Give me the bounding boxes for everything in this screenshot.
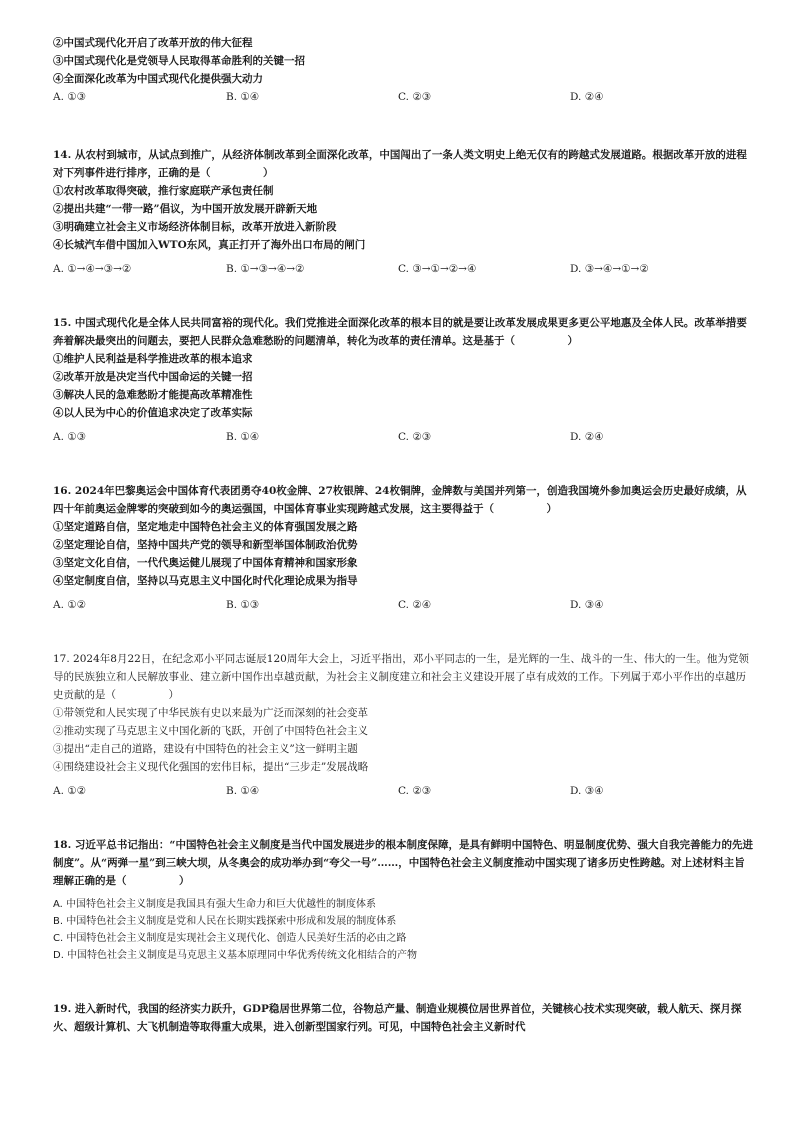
q18-stem: 18. 习近平总书记指出：“中国特色社会主义制度是当代中国发展进步的根本制度保障，是具有鲜明中国特色、明显制度优势、强大自我完善能力的先进制度”。从“两弹一星”到三峡大坝，从冬奥会的成功举办到“夸父一号”……，中国特色社会主义制度推动中国实现了诸多历史性跨越。对上述材料主旨理解正确的是（ ） (53, 839, 753, 887)
q15-item-2: ②改革开放是决定当代中国命运的关键一招 (53, 371, 253, 383)
q14-stem: 14. 从农村到城市，从试点到推广，从经济体制改革到全面深化改革，中国闯出了一条人类文明史上绝无仅有的跨越式发展道路。根据改革开放的进程对下列事件进行排序，正确的是（ ） (53, 149, 747, 179)
q16-stem: 16. 2024年巴黎奥运会中国体育代表团勇夺40枚金牌、27枚银牌、24枚铜牌，金牌数与美国并列第一，创造我国境外参加奥运会历史最好成绩，从四十年前奥运金牌零的突破到如今的奥运强国，中国体育事业实现跨越式发展，这主要得益于（ ） (53, 485, 747, 515)
question-15 (53, 314, 753, 446)
q14-item-2: ②提出共建“一带一路”倡议，为中国开放发展开辟新天地 (53, 203, 318, 215)
q16-options (53, 596, 753, 614)
q17-option-d[interactable]: D. ③④ (570, 785, 604, 797)
q15-option-d[interactable]: D. ②④ (570, 431, 604, 443)
q16-option-b[interactable]: B. ①③ (226, 599, 260, 611)
q15-option-c[interactable]: C. ②③ (398, 431, 432, 443)
q13-item-3: ③中国式现代化是党领导人民取得革命胜利的关键一招 (53, 55, 305, 67)
question-14 (53, 146, 753, 278)
q14-option-d[interactable]: D. ③→④→①→② (570, 263, 649, 275)
q13-item-2: ②中国式现代化开启了改革开放的伟大征程 (53, 37, 253, 49)
q18-option-a[interactable]: A. 中国特色社会主义制度是我国具有强大生命力和巨大优越性的制度体系 (53, 899, 377, 910)
q15-option-a[interactable]: A. ①③ (53, 431, 87, 443)
q16-item-3: ③坚定文化自信，一代代奥运健儿展现了中国体育精神和国家形象 (53, 557, 358, 569)
q13-option-b[interactable]: B. ①④ (226, 91, 260, 103)
q17-item-1: ①带领党和人民实现了中华民族有史以来最为广泛而深刻的社会变革 (53, 707, 368, 719)
question-18 (53, 836, 753, 964)
q14-option-a[interactable]: A. ①→④→③→② (53, 263, 132, 275)
q15-option-b[interactable]: B. ①④ (226, 431, 260, 443)
q17-item-4: ④围绕建设社会主义现代化强国的宏伟目标，提出“三步走”发展战略 (53, 761, 369, 773)
q18-option-b[interactable]: B. 中国特色社会主义制度是党和人民在长期实践探索中形成和发展的制度体系 (53, 916, 397, 927)
q13-option-d[interactable]: D. ②④ (570, 91, 604, 103)
q15-item-3: ③解决人民的急难愁盼才能提高改革精准性 (53, 389, 253, 401)
question-13 (53, 34, 753, 106)
q17-option-c[interactable]: C. ②③ (398, 785, 432, 797)
q14-option-c[interactable]: C. ③→①→②→④ (398, 263, 477, 275)
question-19 (53, 1000, 753, 1036)
q13-options (53, 88, 753, 106)
q14-item-4: ④长城汽车借中国加入WTO东风，真正打开了海外出口布局的闸门 (53, 239, 366, 251)
q17-option-b[interactable]: B. ①④ (226, 785, 260, 797)
q16-option-d[interactable]: D. ③④ (570, 599, 604, 611)
q15-item-1: ①维护人民利益是科学推进改革的根本追求 (53, 353, 253, 365)
q13-item-4: ④全面深化改革为中国式现代化提供强大动力 (53, 73, 263, 85)
q14-item-3: ③明确建立社会主义市场经济体制目标，改革开放进入新阶段 (53, 221, 337, 233)
q16-option-a[interactable]: A. ①② (53, 599, 87, 611)
q17-item-2: ②推动实现了马克思主义中国化新的飞跃，开创了中国特色社会主义 (53, 725, 368, 737)
q16-item-4: ④坚定制度自信，坚持以马克思主义中国化时代化理论成果为指导 (53, 575, 358, 587)
q16-item-2: ②坚定理论自信，坚持中国共产党的领导和新型举国体制政治优势 (53, 539, 358, 551)
q16-item-1: ①坚定道路自信，坚定地走中国特色社会主义的体育强国发展之路 (53, 521, 358, 533)
q17-options (53, 782, 753, 800)
q16-option-c[interactable]: C. ②④ (398, 599, 432, 611)
q15-stem: 15. 中国式现代化是全体人民共同富裕的现代化。我们党推进全面深化改革的根本目的就是要让改革发展成果更多更公平地惠及全体人民。改革举措要奔着解决最突出的问题去，要把人民群众急难愁盼的问题清单，转化为改革的责任清单。这是基于（ ） (53, 317, 747, 347)
q14-option-b[interactable]: B. ①→③→④→② (226, 263, 305, 275)
q18-option-c[interactable]: C. 中国特色社会主义制度是实现社会主义现代化、创造人民美好生活的必由之路 (53, 933, 407, 944)
q15-options (53, 428, 753, 446)
question-17 (53, 650, 753, 800)
q17-stem: 17. 2024年8月22日，在纪念邓小平同志诞辰120周年大会上，习近平指出，邓小平同志的一生，是光辉的一生、战斗的一生、伟大的一生。他为党领导的民族独立和人民解放事业、建立新中国作出卓越贡献，为社会主义制度建立和社会主义建设开展了卓有成效的工作。下列属于邓小平作出的卓越历史贡献的是（ ） (53, 653, 749, 701)
q14-item-1: ①农村改革取得突破，推行家庭联产承包责任制 (53, 185, 274, 197)
q17-option-a[interactable]: A. ①② (53, 785, 87, 797)
q13-option-c[interactable]: C. ②③ (398, 91, 432, 103)
q13-option-a[interactable]: A. ①③ (53, 91, 87, 103)
q17-item-3: ③提出“走自己的道路，建设有中国特色的社会主义”这一鲜明主题 (53, 743, 358, 755)
q15-item-4: ④以人民为中心的价值追求决定了改革实际 (53, 407, 253, 419)
q19-stem: 19. 进入新时代，我国的经济实力跃升，GDP稳居世界第二位，谷物总产量、制造业规模位居世界首位，关键核心技术实现突破，载人航天、探月探火、超级计算机、大飞机制造等取得重大成果，进入创新型国家行列。可见，中国特色社会主义新时代 (53, 1003, 742, 1033)
exam-page (53, 34, 753, 1036)
q14-options (53, 260, 753, 278)
question-16 (53, 482, 753, 614)
q18-option-d[interactable]: D. 中国特色社会主义制度是马克思主义基本原理同中华优秀传统文化相结合的产物 (53, 950, 418, 961)
